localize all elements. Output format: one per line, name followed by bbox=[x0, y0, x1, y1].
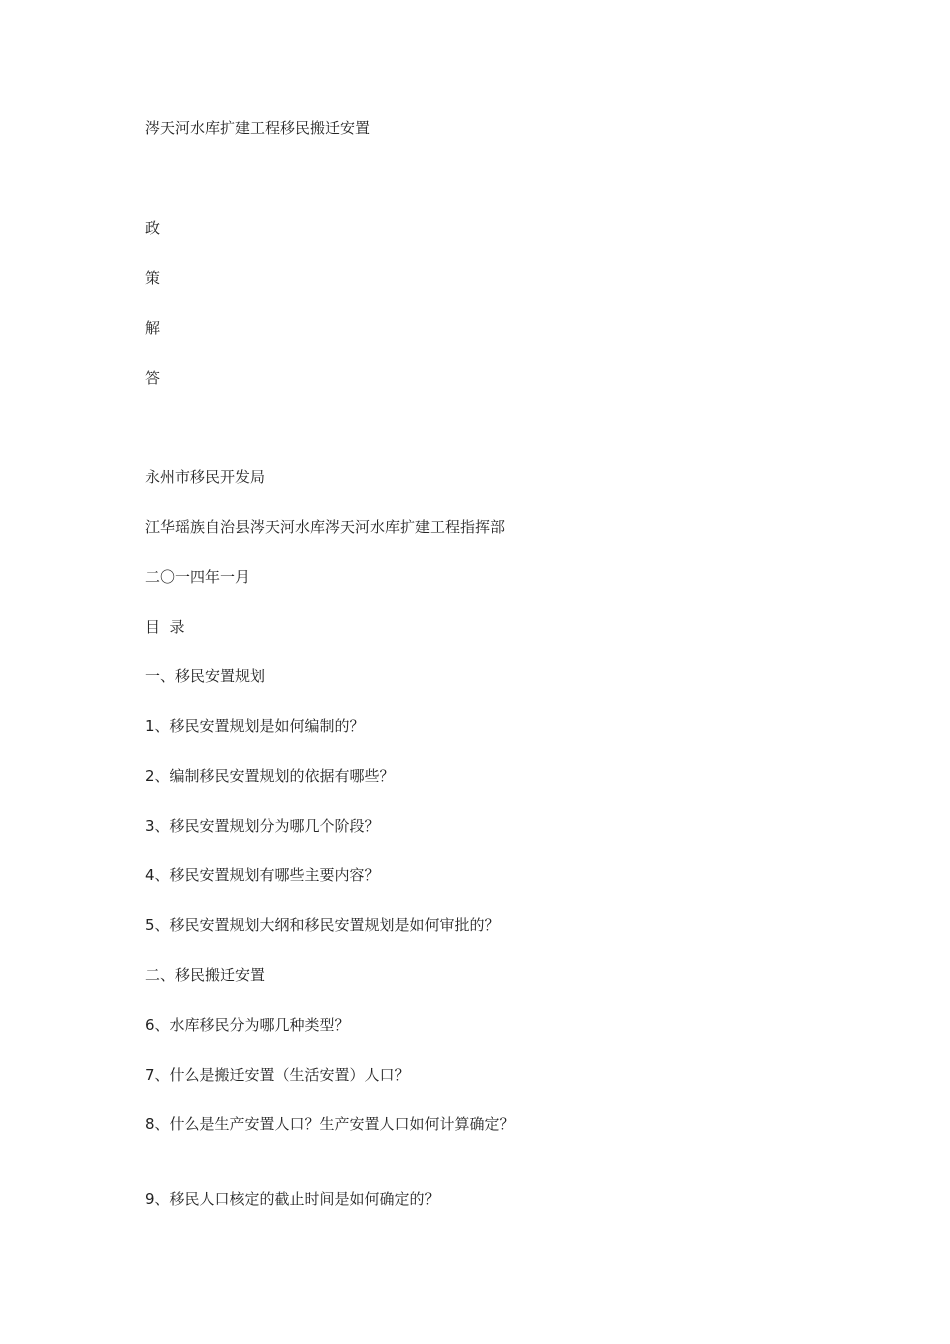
document-title: 涔天河水库扩建工程移民搬迁安置 bbox=[145, 119, 371, 137]
subtitle-char-2: 策 bbox=[145, 269, 161, 287]
toc-item-9: 9、移民人口核定的截止时间是如何确定的？ bbox=[145, 1190, 440, 1208]
toc-section-1: 一、移民安置规划 bbox=[145, 667, 266, 685]
issuer-bureau: 永州市移民开发局 bbox=[145, 468, 266, 486]
toc-section-2: 二、移民搬迁安置 bbox=[145, 966, 266, 984]
subtitle-char-3: 解 bbox=[145, 319, 161, 337]
toc-item-7: 7、什么是搬迁安置（生活安置）人口？ bbox=[145, 1066, 410, 1084]
document-date: 二〇一四年一月 bbox=[145, 568, 251, 586]
toc-item-8: 8、什么是生产安置人口？生产安置人口如何计算确定？ bbox=[145, 1115, 515, 1133]
subtitle-char-4: 答 bbox=[145, 369, 161, 387]
toc-item-1: 1、移民安置规划是如何编制的？ bbox=[145, 717, 365, 735]
toc-item-4: 4、移民安置规划有哪些主要内容？ bbox=[145, 866, 380, 884]
toc-item-3: 3、移民安置规划分为哪几个阶段？ bbox=[145, 817, 380, 835]
toc-item-5: 5、移民安置规划大纲和移民安置规划是如何审批的？ bbox=[145, 916, 500, 934]
toc-item-6: 6、水库移民分为哪几种类型？ bbox=[145, 1016, 350, 1034]
issuer-headquarters: 江华瑶族自治县涔天河水库涔天河水库扩建工程指挥部 bbox=[145, 518, 506, 536]
toc-heading: 目 录 bbox=[145, 618, 185, 636]
toc-item-2: 2、编制移民安置规划的依据有哪些？ bbox=[145, 767, 395, 785]
subtitle-char-1: 政 bbox=[145, 219, 161, 237]
